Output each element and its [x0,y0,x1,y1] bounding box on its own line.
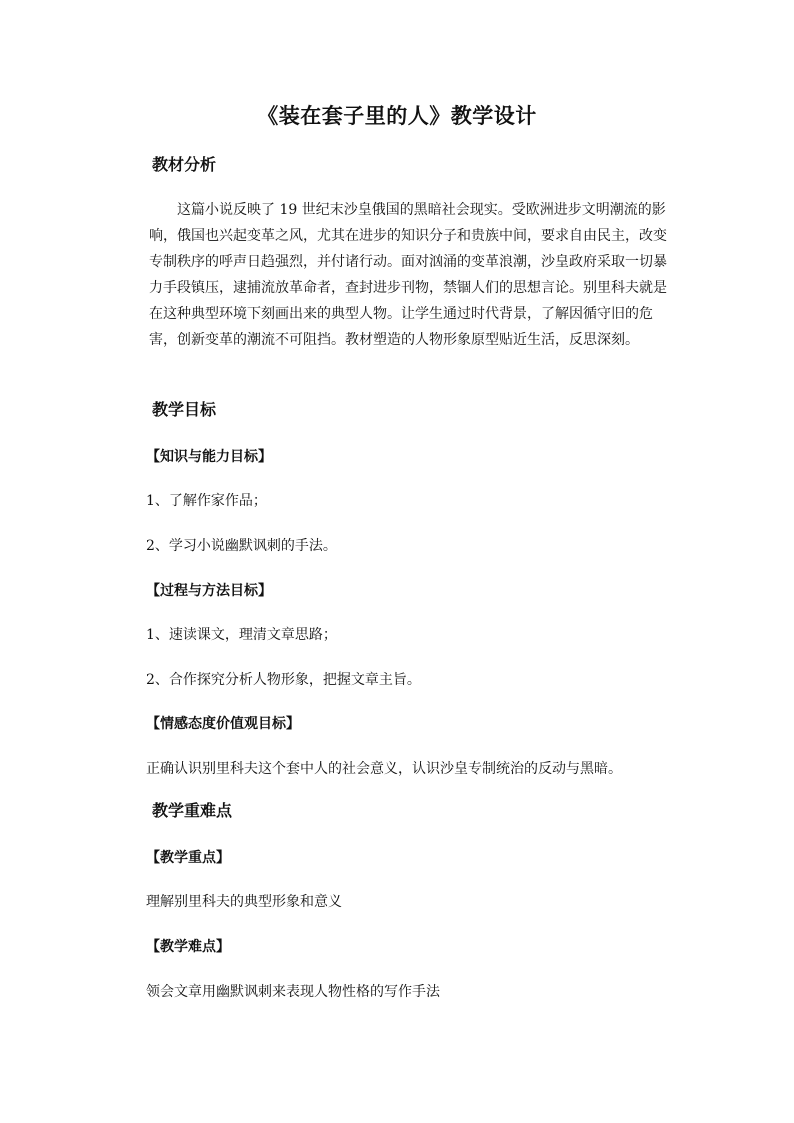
process-objectives-heading: 【过程与方法目标】 [146,583,272,599]
focus-heading: 【教学重点】 [146,850,230,866]
analysis-paragraph [149,197,677,353]
knowledge-item-2: 2、学习小说幽默讽刺的手法。 [146,538,337,554]
difficulty-heading: 【教学难点】 [146,939,230,955]
difficulty-text: 领会文章用幽默讽刺来表现人物性格的写作手法 [146,984,440,1000]
section-heading-key-points: 教学重难点 [152,801,233,820]
focus-text: 理解别里科夫的典型形象和意义 [146,894,342,910]
process-item-2: 2、合作探究分析人物形象，把握文章主旨。 [146,672,421,688]
process-item-1: 1、速读课文，理清文章思路； [146,627,337,643]
emotion-objectives-text: 正确认识别里科夫这个套中人的社会意义，认识沙皇专制统治的反动与黑暗。 [146,761,622,777]
analysis-paragraph-text: 这篇小说反映了 19 世纪末沙皇俄国的黑暗社会现实。受欧洲进步文明潮流的影响，俄国也兴起变革之风，尤其在进步的知识分子和贵族中间，要求自由民主，改变专制秩序的呼声日趋强烈，并付诸行动。面对汹涌的变革浪潮，沙皇政府采取一切暴力手段镇压，逮捕流放革命者，查封进步刊物，禁锢人们的思想言论。别里科夫就是在这种典型环境下刻画出来的典型人物。让学生通过时代背景，了解因循守旧的危害，创新变革的潮流不可阻挡。教材塑造的人物形象原型贴近生活，反思深刻。 [149,202,667,348]
section-heading-analysis: 教材分析 [152,155,217,174]
emotion-objectives-heading: 【情感态度价值观目标】 [146,716,300,732]
knowledge-item-1: 1、了解作家作品； [146,493,267,509]
knowledge-objectives-heading: 【知识与能力目标】 [146,449,272,465]
document-title: 《装在套子里的人》教学设计 [257,103,537,128]
section-heading-objectives: 教学目标 [152,400,217,419]
